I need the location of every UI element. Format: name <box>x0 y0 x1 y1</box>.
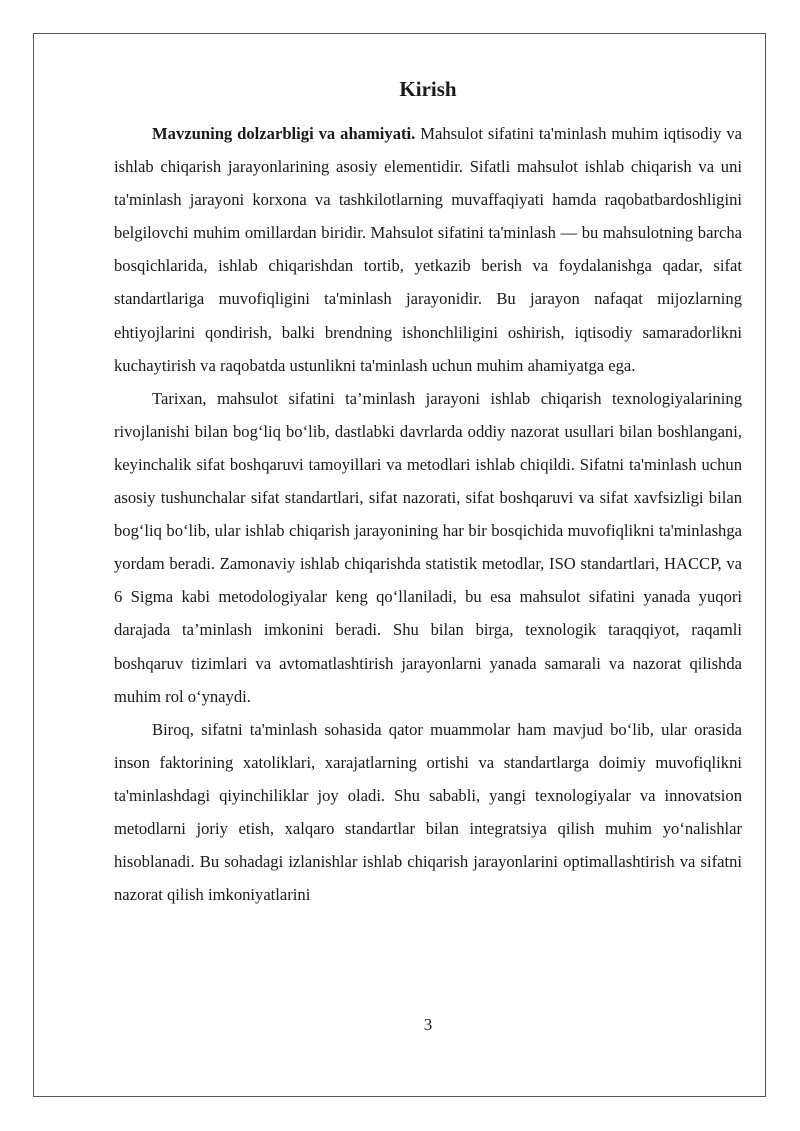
paragraph-lead-heading: Mavzuning dolzarbligi va ahamiyati. <box>152 124 416 143</box>
page-number: 3 <box>423 1015 433 1034</box>
paragraph-intro <box>114 117 742 382</box>
paragraph-history: Tarixan, mahsulot sifatini ta’minlash jarayoni ishlab chiqarish texnologiyalarining rivojlanishi bilan bog‘liq bo‘lib, dastlabki davrlarda oddiy nazorat usullari bilan boshlangani, keyinchalik sifat boshqaruvi tamoyillari va metodlari ishlab chiqildi. Sifatni ta'minlash uchun asosiy tushunchalar sifat standartlari, sifat nazorati, sifat boshqaruvi va sifat xavfsizligi bilan bog‘liq bo‘lib, ular ishlab chiqarish jarayonining har bir bosqichida muvofiqlikni ta'minlashga yordam beradi. Zamonaviy ishlab chiqarishda statistik metodlar, ISO standartlari, HACCP, va 6 Sigma kabi metodologiyalar keng qo‘llaniladi, bu esa mahsulot sifatini yanada yuqori darajada ta’minlash imkonini beradi. Shu bilan birga, texnologik taraqqiyot, raqamli boshqaruv tizimlari va avtomatlashtirish jarayonlarni yanada samarali va nazorat qilishda muhim rol o‘ynaydi. <box>114 388 742 706</box>
paragraph-problems: Biroq, sifatni ta'minlash sohasida qator muammolar ham mavjud bo‘lib, ular orasida inson faktorining xatoliklari, xarajatlarning ortishi va standartlarga doimiy muvofiqlikni ta'minlashdagi qiyinchiliklar joy oladi. Shu sababli, yangi texnologiyalar va innovatsion metodlarni joriy etish, xalqaro standartlar bilan integratsiya qilish muhim yo‘nalishlar hisoblanadi. Bu sohadagi izlanishlar ishlab chiqarish jarayonlarini optimallashtirish va sifatni nazorat qilish imkoniyatlarini <box>114 719 742 905</box>
document-title: Kirish <box>399 77 457 101</box>
document-body <box>114 117 742 911</box>
paragraph-text: Mahsulot sifatini ta'minlash muhim iqtisodiy va ishlab chiqarish jarayonlarining asosiy elementidir. Sifatli mahsulot ishlab chiqarish va uni ta'minlash jarayoni korxona va tashkilotlarning muvaffaqiyati hamda raqobatbardoshligini belgilovchi muhim omillardan biridir. Mahsulot sifatini ta'minlash — bu mahsulotning barcha bosqichlarida, ishlab chiqarishdan tortib, yetkazib berish va foydalanishga qadar, sifat standartlariga muvofiqligini ta'minlash jarayonidir. Bu jarayon nafaqat mijozlarning ehtiyojlarini qondirish, balki brendning ishonchliligini oshirish, iqtisodiy samaradorlikni kuchaytirish va raqobatda ustunlikni ta'minlash uchun muhim ahamiyatga ega. <box>114 124 742 375</box>
